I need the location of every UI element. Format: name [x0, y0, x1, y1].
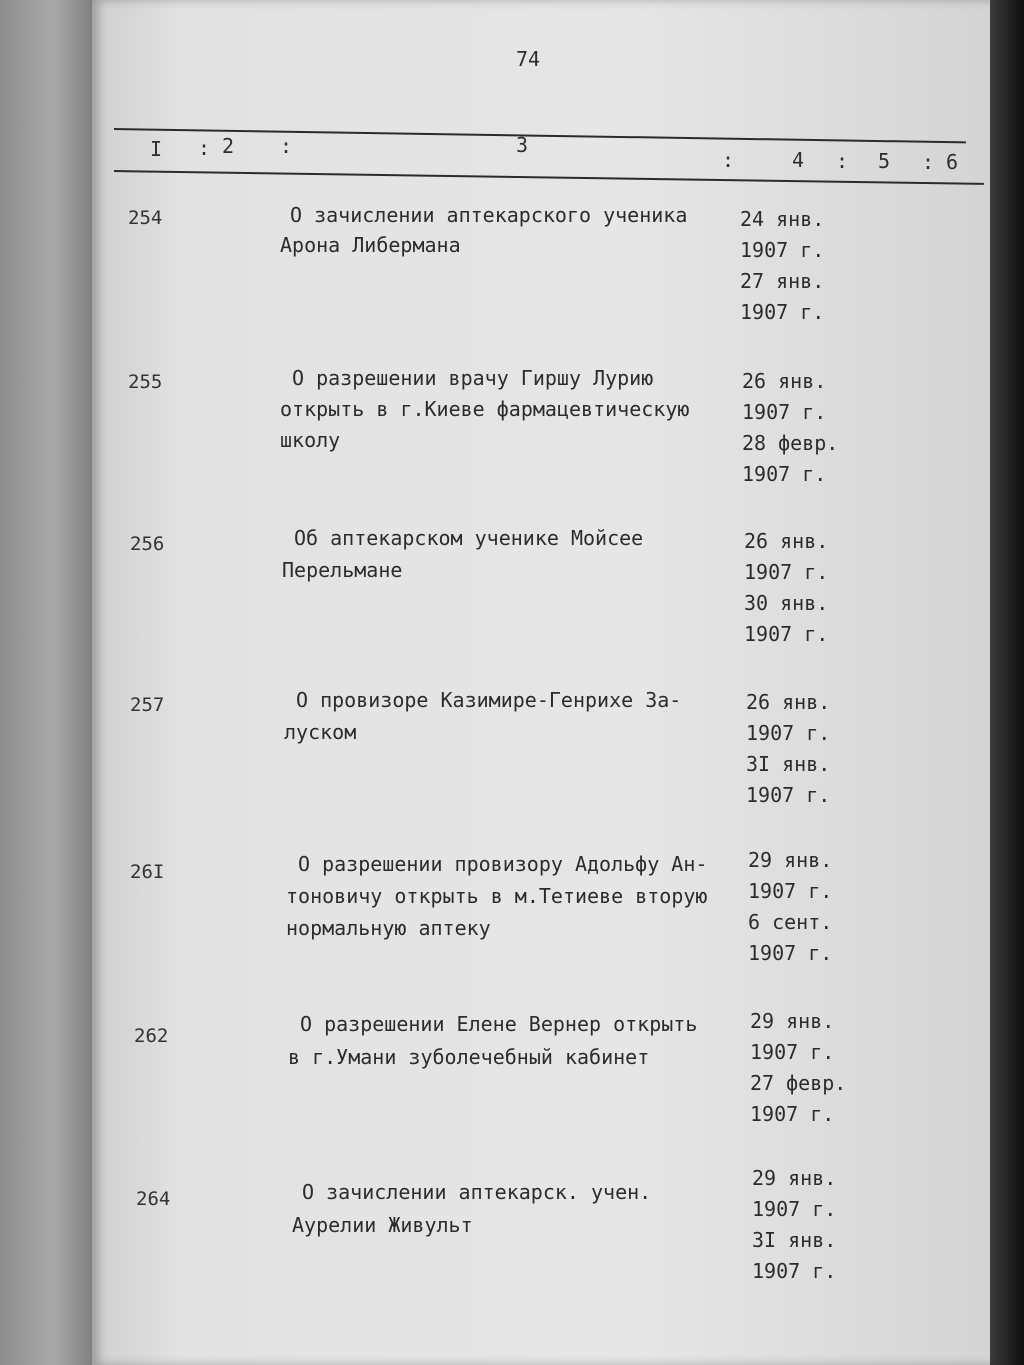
entry-date-line: 3I янв.: [752, 1228, 837, 1252]
entry-date-line: 1907 г.: [746, 783, 831, 807]
entry-date-line: 1907 г.: [742, 462, 827, 486]
entry-date-line: 1907 г.: [748, 879, 833, 903]
entry-date-line: 26 янв.: [746, 690, 831, 714]
entry-date-line: 1907 г.: [750, 1102, 835, 1126]
entry-title-line: О зачислении аптекарского ученика: [290, 203, 688, 227]
entry-title-line: луском: [284, 720, 357, 744]
header-separator: :: [836, 149, 849, 173]
entry-date-line: 28 февр.: [742, 431, 839, 455]
entry-date-line: 29 янв.: [752, 1166, 837, 1190]
header-separator: :: [922, 150, 935, 174]
header-separator: :: [198, 136, 211, 160]
entry-date-line: 26 янв.: [742, 369, 827, 393]
entry-number: 254: [128, 207, 163, 229]
entry-title-line: О разрешении врачу Гиршу Лурию: [292, 366, 654, 390]
entry-title-line: Аурелии Живульт: [292, 1213, 473, 1237]
entry-title-line: О разрешении провизору Адольфу Ан-: [298, 852, 708, 876]
entry-title-line: О провизоре Казимире-Генрихе За-: [296, 688, 682, 712]
entry-date-line: 1907 г.: [744, 622, 829, 646]
entry-number: 255: [128, 371, 163, 393]
page-number: 74: [516, 47, 541, 71]
header-separator: :: [722, 148, 735, 172]
entry-title-line: открыть в г.Киеве фармацевтическую: [280, 397, 690, 421]
entry-date-line: 1907 г.: [740, 238, 825, 262]
entry-date-line: 26 янв.: [744, 529, 829, 553]
facing-page-edge: [0, 0, 98, 1365]
entry-date-line: 29 янв.: [750, 1009, 835, 1033]
entry-number: 262: [134, 1025, 169, 1047]
header-col-4: 4: [792, 148, 805, 172]
entry-title-line: Перельмане: [282, 558, 403, 582]
entry-title-line: О разрешении Елене Вернер открыть: [300, 1012, 698, 1036]
entry-number: 26I: [130, 861, 165, 883]
entry-date-line: 1907 г.: [752, 1197, 837, 1221]
header-col-2: 2: [222, 134, 235, 158]
entry-title-line: Арона Либермана: [280, 233, 461, 257]
entry-date-line: 1907 г.: [744, 560, 829, 584]
header-col-6: 6: [946, 150, 959, 174]
entry-date-line: 1907 г.: [750, 1040, 835, 1064]
entry-date-line: 1907 г.: [748, 941, 833, 965]
entry-title-line: тоновичу открыть в м.Тетиеве вторую: [286, 884, 708, 908]
entry-date-line: 1907 г.: [740, 300, 825, 324]
entry-number: 256: [130, 533, 165, 555]
entry-date-line: 27 февр.: [750, 1071, 847, 1095]
entry-title-line: О зачислении аптекарск. учен.: [302, 1180, 652, 1204]
entry-date-line: 6 сент.: [748, 910, 833, 934]
entry-date-line: 1907 г.: [742, 400, 827, 424]
entry-number: 264: [136, 1188, 171, 1210]
header-col-1: I: [150, 137, 163, 161]
entry-date-line: 3I янв.: [746, 752, 831, 776]
entry-date-line: 27 янв.: [740, 269, 825, 293]
entry-title-line: в г.Умани зуболечебный кабинет: [288, 1045, 650, 1069]
entry-date-line: 30 янв.: [744, 591, 829, 615]
entry-date-line: 1907 г.: [746, 721, 831, 745]
page-shadow-edge: [990, 0, 1024, 1365]
entry-title-line: школу: [280, 428, 341, 452]
header-col-5: 5: [878, 149, 891, 173]
header-col-3: 3: [516, 133, 529, 157]
entry-date-line: 24 янв.: [740, 207, 825, 231]
entry-title-line: нормальную аптеку: [286, 916, 491, 940]
header-separator: :: [280, 134, 293, 158]
entry-date-line: 29 янв.: [748, 848, 833, 872]
entry-date-line: 1907 г.: [752, 1259, 837, 1283]
entry-number: 257: [130, 694, 165, 716]
entry-title-line: Об аптекарском ученике Мойсее: [294, 526, 644, 550]
